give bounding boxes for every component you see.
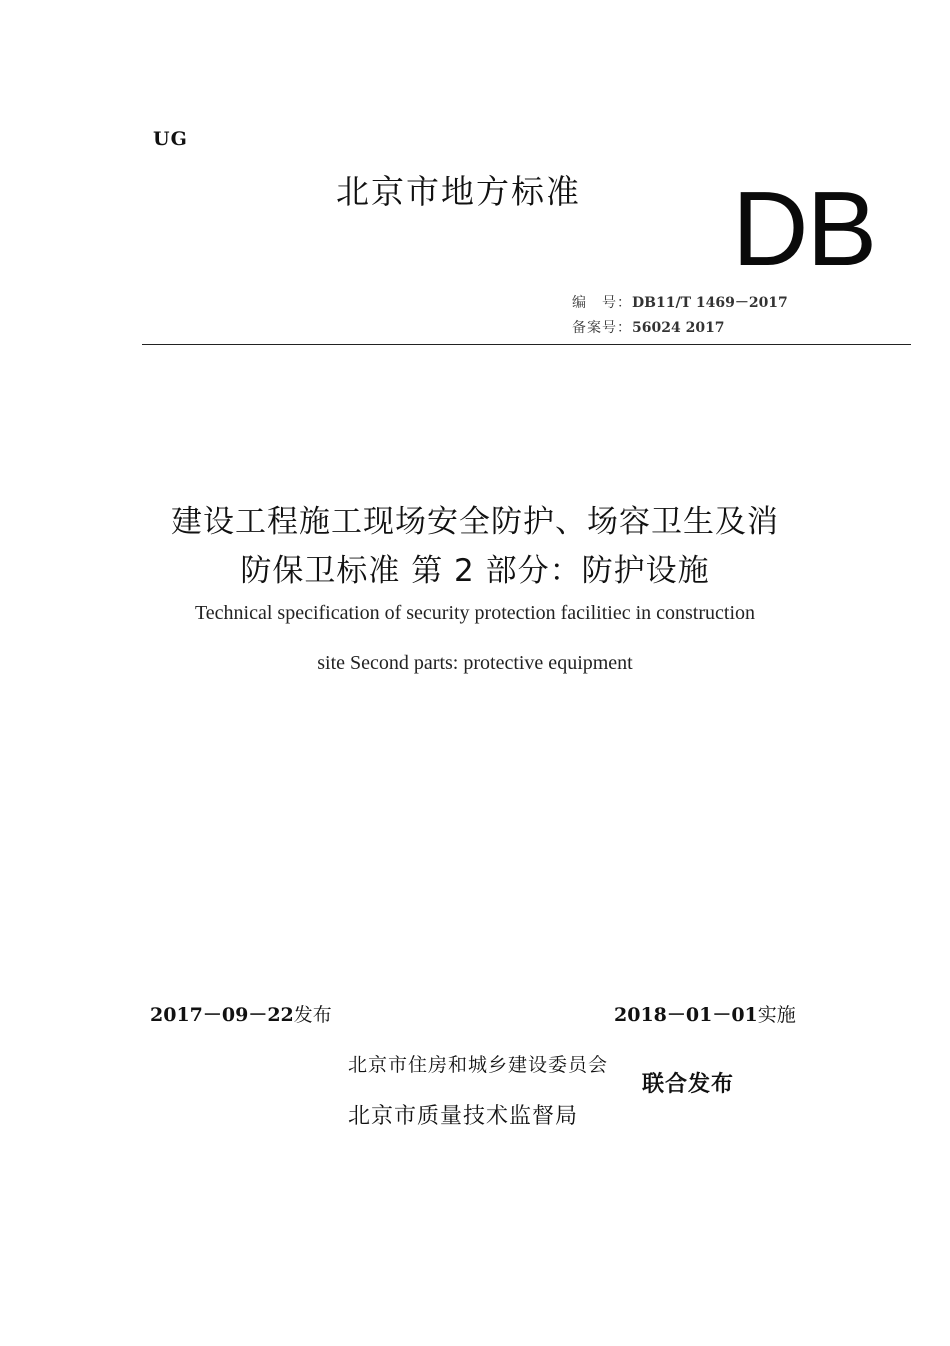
issuer-quality-bureau: 北京市质量技术监督局 (348, 1104, 579, 1129)
joint-issue-label: 联合发布 (642, 1072, 735, 1097)
header-divider (142, 344, 911, 345)
record-number-value: 56024 2017 (632, 320, 725, 336)
implementation-date (614, 1000, 796, 1027)
implementation-date-value: 2018－01－01 (614, 1004, 758, 1026)
issue-date-suffix: 发布 (293, 1004, 332, 1026)
issue-date (150, 1000, 332, 1027)
title-english-line-2: site Second parts: protective equipment (317, 652, 633, 674)
title-chinese-line-1: 建设工程施工现场安全防护、场容卫生及消 (171, 504, 779, 540)
record-number (572, 317, 725, 337)
title-chinese-line-2: 防保卫标准 第 2 部分：防护设施 (240, 553, 710, 589)
issuer-housing-commission: 北京市住房和城乡建设委员会 (348, 1054, 609, 1076)
implementation-date-suffix: 实施 (757, 1004, 796, 1026)
db-logo-mark: DB (732, 170, 876, 288)
record-number-label: 备案号： (572, 320, 632, 336)
standard-number-value: DB11/T 1469－2017 (632, 295, 788, 311)
standard-number-label: 编 号： (572, 295, 632, 311)
issue-date-value: 2017－09－22 (150, 1004, 294, 1026)
standard-type-title: 北京市地方标准 (336, 172, 581, 211)
ics-code: UG (153, 128, 188, 150)
standard-number (572, 292, 788, 312)
title-english-line-1: Technical specification of security protection facilitiec in construction (194, 602, 756, 624)
